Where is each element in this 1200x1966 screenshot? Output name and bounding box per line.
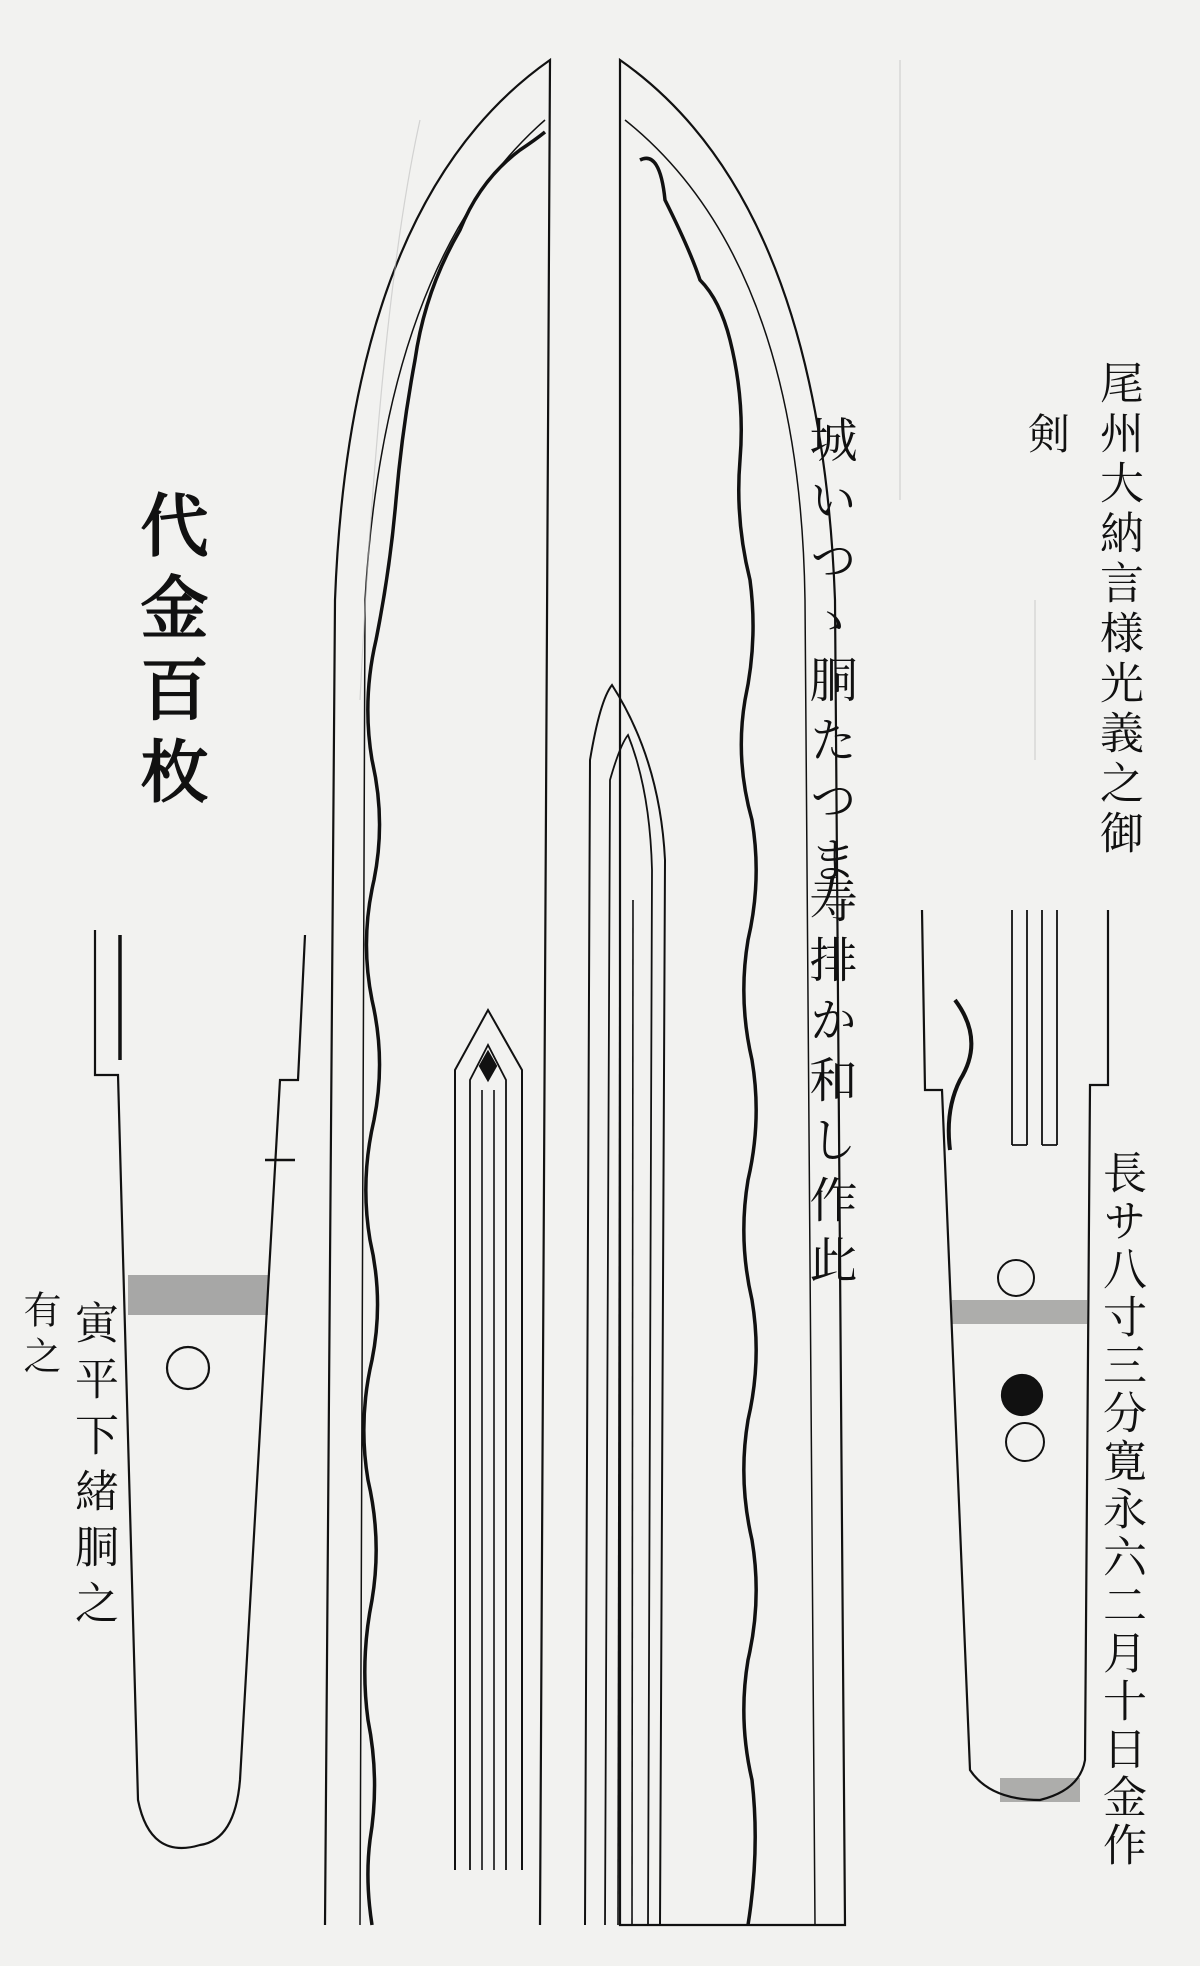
left-blade-outline <box>325 60 550 1925</box>
inscription-line-2: 剣 <box>1022 412 1071 460</box>
left-tang-outline <box>95 930 305 1848</box>
right-blade-hamon <box>640 158 756 1925</box>
right-blade-bohi-outer <box>585 685 665 1925</box>
right-blade-shinogi <box>625 120 815 1925</box>
left-blade-bohi-inner <box>470 1045 506 1870</box>
tang-note-line-2: 有之 <box>17 1290 61 1382</box>
right-tang-tip-shade <box>1000 1778 1080 1802</box>
right-tang-hole-upper <box>998 1260 1034 1296</box>
right-tang-habaki-band <box>952 1300 1087 1324</box>
signature-date-inscription: 長サ八寸三分寛永六二月十日金作 <box>1095 1150 1146 1870</box>
price-note: 代金百枚 <box>129 490 209 818</box>
right-blade-bohi-inner <box>605 735 652 1925</box>
right-tang-outline <box>922 910 1108 1800</box>
right-tang-hamon <box>949 1000 972 1150</box>
right-tang-hole-filled <box>1002 1375 1042 1415</box>
cutting-test-line-2: 寿排か和し作此 <box>801 875 857 1295</box>
left-tang-habaki-band <box>128 1275 268 1315</box>
inscription-line-1: 尾州大納言様光義之御 <box>1092 360 1143 860</box>
cutting-test-line-1: 城いつゝ胴たつま <box>801 415 857 895</box>
right-blade-groove-line-2 <box>632 900 633 1925</box>
left-tang-mekugi-hole <box>167 1347 209 1389</box>
right-tang-hole-lower <box>1006 1423 1044 1461</box>
left-blade-bohi-outer <box>455 1010 522 1870</box>
tang-note-line-1: 寅平下緒胴之 <box>67 1300 118 1636</box>
left-blade-shinogi <box>360 120 545 1925</box>
right-tang-grooves <box>1012 910 1057 1145</box>
